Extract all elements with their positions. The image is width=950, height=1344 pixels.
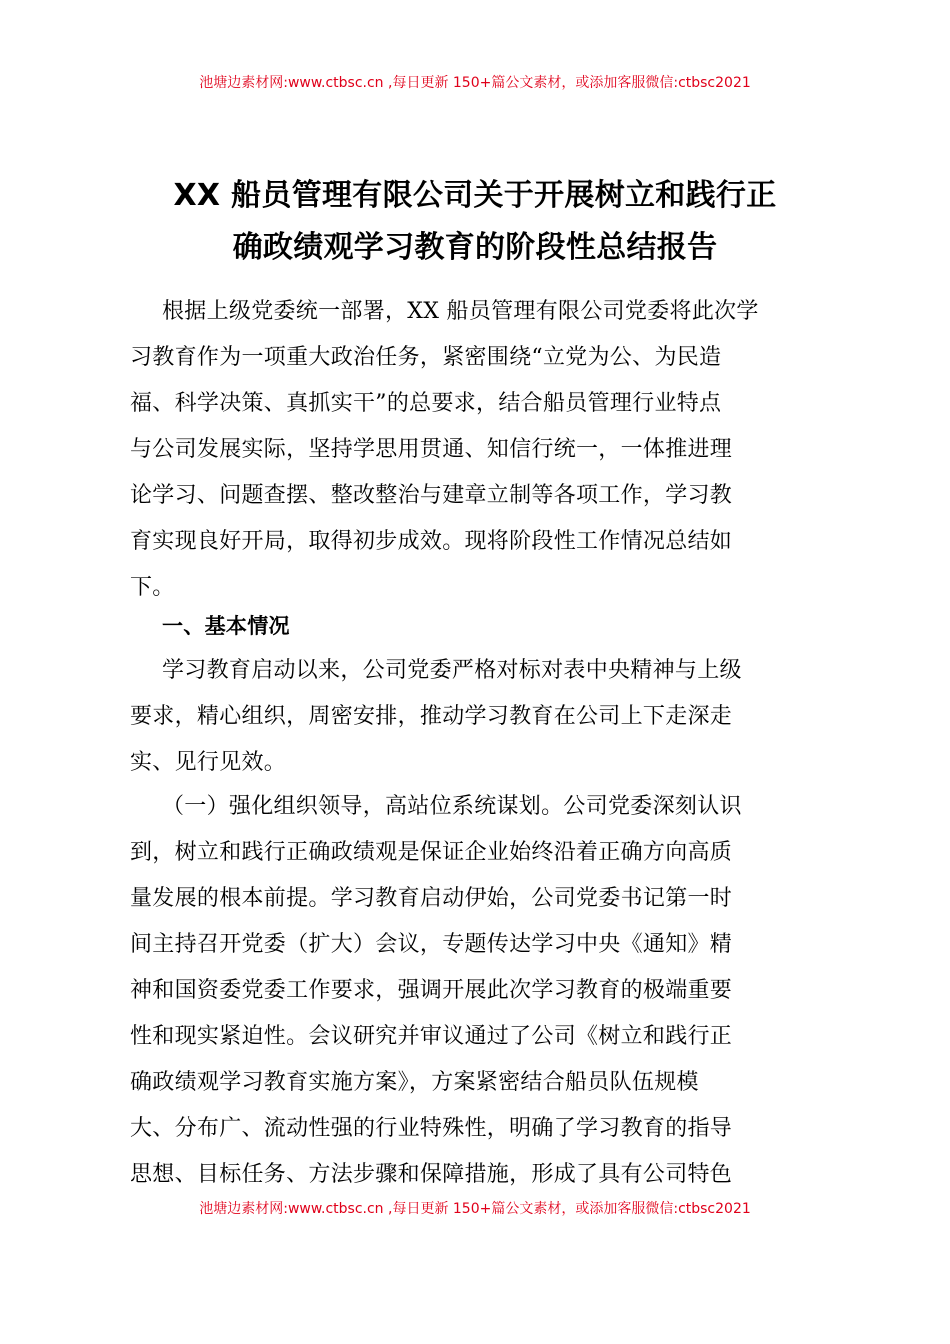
paragraph-line: 下。 <box>130 575 175 600</box>
paragraph-line: 要求，精心组织，周密安排，推动学习教育在公司上下走深走 <box>130 704 733 729</box>
paragraph-line: 根据上级党委统一部署，XX 船员管理有限公司党委将此次学 <box>162 299 759 324</box>
title-line-1: XX 船员管理有限公司关于开展树立和践行正 <box>173 178 777 213</box>
paragraph-line: 大、分布广、流动性强的行业特殊性，明确了学习教育的指导 <box>130 1116 733 1141</box>
paragraph-line: 间主持召开党委（扩大）会议，专题传达学习中央《通知》精 <box>130 932 733 957</box>
footer-watermark-banner: 池塘边素材网:www.ctbsc.cn ,每日更新 150+篇公文素材，或添加客服微信:ctbsc2021 <box>199 1201 751 1217</box>
paragraph-line: 到，树立和践行正确政绩观是保证企业始终沿着正确方向高质 <box>130 840 733 865</box>
section-heading-text: 一、基本情况 <box>162 614 290 638</box>
paragraph-line: 学习教育启动以来，公司党委严格对标对表中央精神与上级 <box>162 658 742 683</box>
section1-paragraph <box>130 648 830 786</box>
paragraph-line: 论学习、问题查摆、整改整治与建章立制等各项工作，学习教 <box>130 483 733 508</box>
paragraph-line: 量发展的根本前提。学习教育启动伊始，公司党委书记第一时 <box>130 886 733 911</box>
paragraph-line: 与公司发展实际，坚持学思用贯通、知信行统一，一体推进理 <box>130 437 733 462</box>
subsection1-paragraph <box>130 784 830 1198</box>
document-title <box>120 170 830 274</box>
paragraph-line: 福、科学决策、真抓实干”的总要求，结合船员管理行业特点 <box>130 391 722 416</box>
title-line-2: 确政绩观学习教育的阶段性总结报告 <box>232 230 718 265</box>
paragraph-line: 育实现良好开局，取得初步成效。现将阶段性工作情况总结如 <box>130 529 733 554</box>
section-heading-basic-situation <box>130 603 830 649</box>
paragraph-line: 性和现实紧迫性。会议研究并审议通过了公司《树立和践行正 <box>130 1024 733 1049</box>
paragraph-line: 神和国资委党委工作要求，强调开展此次学习教育的极端重要 <box>130 978 733 1003</box>
paragraph-line: 思想、目标任务、方法步骤和保障措施，形成了具有公司特色 <box>130 1162 733 1187</box>
header-watermark-banner: 池塘边素材网:www.ctbsc.cn ,每日更新 150+篇公文素材，或添加客服微信:ctbsc2021 <box>199 75 751 91</box>
intro-paragraph <box>130 289 830 611</box>
paragraph-line: （一）强化组织领导，高站位系统谋划。公司党委深刻认识 <box>162 794 742 819</box>
paragraph-line: 习教育作为一项重大政治任务，紧密围绕“立党为公、为民造 <box>130 345 722 370</box>
paragraph-line: 确政绩观学习教育实施方案》，方案紧密结合船员队伍规模 <box>130 1070 699 1095</box>
paragraph-line: 实、见行见效。 <box>130 750 287 775</box>
